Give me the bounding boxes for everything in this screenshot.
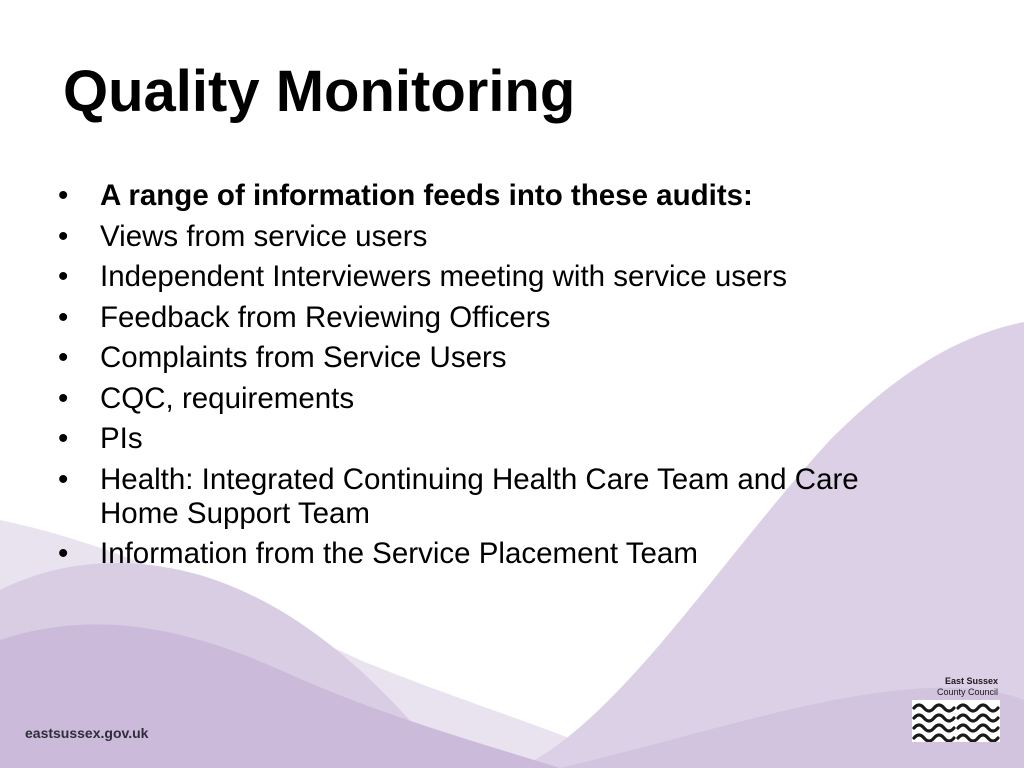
bullet-glyph: •: [58, 341, 69, 374]
bullet-item: [58, 220, 938, 254]
bullet-item: [58, 463, 938, 531]
bullet-text: Information from the Service Placement Team: [100, 537, 698, 570]
bullet-item: [58, 382, 938, 416]
bullet-text: Feedback from Reviewing Officers: [100, 300, 551, 334]
bullet-item: [58, 422, 938, 456]
bullet-text: Complaints from Service Users: [100, 341, 507, 374]
bullet-text: A range of information feeds into these audits:: [100, 179, 753, 212]
bullet-glyph: •: [58, 422, 69, 455]
bullet-text: PIs: [100, 422, 143, 455]
bullet-item: [58, 179, 938, 213]
bullet-list: [58, 179, 938, 578]
waves-logo-icon: [912, 700, 1002, 742]
council-logo: [912, 676, 1002, 744]
website-url: eastsussex.gov.uk: [25, 725, 149, 741]
bullet-item: [58, 301, 938, 335]
bullet-item: [58, 341, 938, 375]
bullet-glyph: •: [58, 462, 69, 496]
bullet-glyph: •: [58, 219, 69, 253]
bullet-glyph: •: [58, 537, 69, 570]
logo-name-line2: County Council: [936, 687, 998, 697]
bullet-glyph: •: [58, 300, 69, 334]
bullet-glyph: •: [58, 179, 69, 212]
bullet-text: CQC, requirements: [100, 381, 355, 415]
bullet-item: [58, 537, 938, 571]
bullet-glyph: •: [58, 381, 69, 415]
logo-name-line1: East Sussex: [944, 676, 998, 686]
bullet-text: Health: Integrated Continuing Health Care Team and Care Home Support Team: [100, 462, 859, 530]
bullet-glyph: •: [58, 260, 69, 293]
bullet-text: Views from service users: [100, 219, 428, 253]
bullet-text: Independent Interviewers meeting with service users: [100, 260, 788, 293]
slide-title: Quality Monitoring: [63, 59, 576, 124]
bullet-item: [58, 260, 938, 294]
